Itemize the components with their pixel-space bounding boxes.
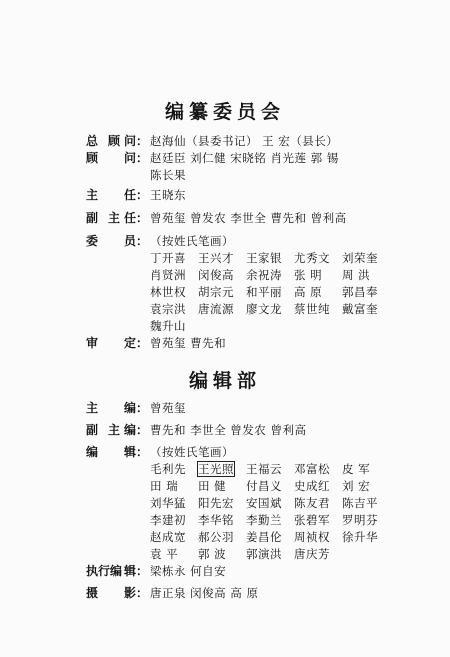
label: 编 辑： <box>86 445 148 459</box>
editorial-title: 编辑部 <box>188 370 261 392</box>
value: 曾苑玺 <box>150 401 186 415</box>
editors-list <box>150 461 390 563</box>
value: 曾苑玺 曹先和 <box>150 336 227 350</box>
row-members <box>0 232 450 252</box>
committee-title: 编纂委员会 <box>164 101 285 123</box>
list-item: 田 瑞 田 健 付昌义 史成红 刘 宏 <box>150 479 371 493</box>
row-advisors-cont <box>0 166 450 186</box>
value: 唐正泉 闵俊高 高 原 <box>150 586 259 600</box>
label: 摄 影： <box>86 586 148 600</box>
value: 赵海仙（县委书记） 王 宏（县长） <box>150 134 339 148</box>
list-item: 袁 平 郭 波 郭演洪 唐庆芳 <box>150 547 330 561</box>
value: （按姓氏笔画） <box>150 445 234 459</box>
list-item: 肖贤洲 闵俊高 余祝涛 张 明 周 洪 <box>150 268 371 282</box>
row-deputy-editor <box>0 421 450 441</box>
value: 王晓东 <box>150 188 186 202</box>
value: 曹先和 李世全 曾发农 曾利高 <box>150 423 307 437</box>
list-item: 魏升山 <box>150 319 186 333</box>
row-director <box>0 186 450 206</box>
list-item: 刘华猛 阳先宏 安国斌 陈友君 陈吉平 <box>150 496 378 510</box>
value: 陈长果 <box>150 168 186 182</box>
list-item: 丁开喜 王兴才 王家银 尤秀文 刘荣奎 <box>150 251 378 265</box>
members-list <box>150 250 390 335</box>
row-deputy-director <box>0 209 450 229</box>
label: 审 定： <box>86 336 148 350</box>
label: 主 任： <box>86 188 148 202</box>
label: 主 编： <box>86 401 148 415</box>
label: 委 员： <box>86 234 148 248</box>
row-chief-editor <box>0 399 450 419</box>
row-editors <box>0 443 450 463</box>
list-item: 赵成宽 郝公羽 姜昌伦 周祯权 徐升华 <box>150 530 378 544</box>
label: 执 行编 辑： <box>86 564 148 578</box>
label: 副 主 编： <box>86 423 148 437</box>
value: 赵廷臣 刘仁健 宋晓铭 肖光莲 郭 锡 <box>150 151 339 165</box>
value: 曾苑玺 曾发农 李世全 曹先和 曾利高 <box>150 211 347 225</box>
list-item: 毛利先 王光照 王福云 邓富松 皮 军 <box>150 462 371 476</box>
boxed-name: 王光照 <box>198 462 234 476</box>
label: 副 主 任： <box>86 211 148 225</box>
value: 梁栋永 何自安 <box>150 564 227 578</box>
label: 顾 问： <box>86 151 148 165</box>
list-item: 袁宗洪 唐流源 廖文龙 蔡世纯 戴富奎 <box>150 302 378 316</box>
list-item: 李建初 李华铭 李勤兰 张碧军 罗明芬 <box>150 513 378 527</box>
row-executive-editor <box>0 562 450 582</box>
value: （按姓氏笔画） <box>150 234 234 248</box>
row-review <box>0 334 450 354</box>
row-photography <box>0 584 450 604</box>
list-item: 林世权 胡宗元 和平丽 高 原 郭昌奉 <box>150 285 378 299</box>
label: 总 顾 问： <box>86 134 148 148</box>
